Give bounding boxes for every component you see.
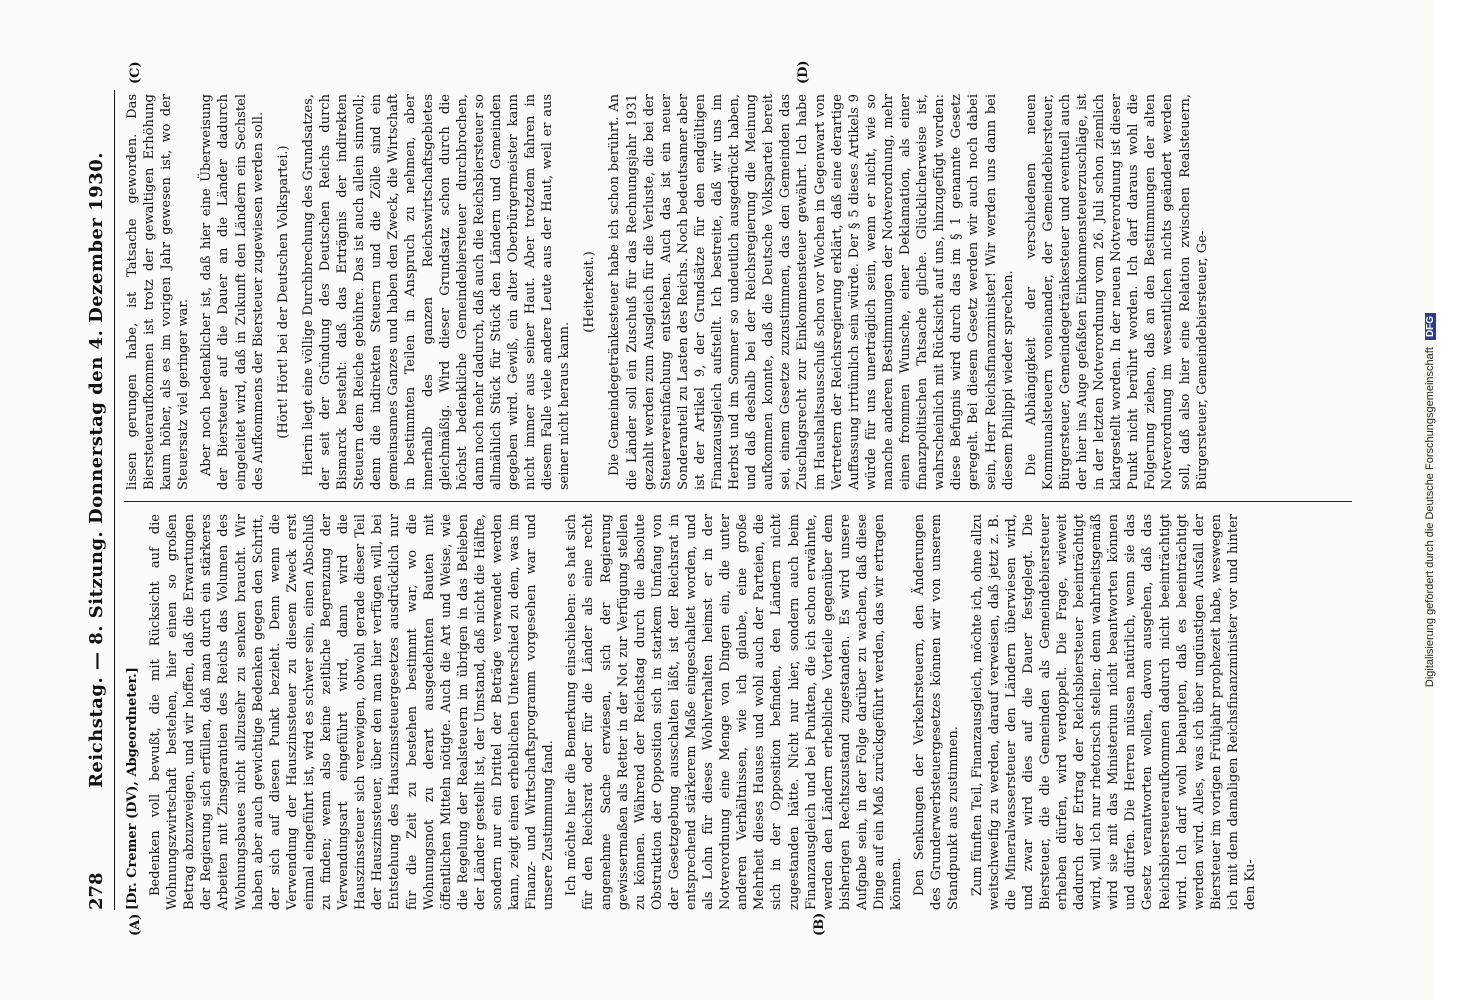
funding-sidebar <box>1400 20 1460 980</box>
margin-marker-a: (A) <box>128 913 143 936</box>
right-text-column <box>124 94 1354 490</box>
interjection: (Hört! Hört! bei der Deutschen Volkspartei.) <box>275 145 291 439</box>
column-divider <box>124 501 1352 502</box>
margin-marker-d: (D) <box>796 60 811 84</box>
paragraph: Bedenken voll bewußt, die mit Rücksicht auf die Wohnungszwirtschaft bestehen, hier einen so großen Betrag abzuzweigen, und wir hoffen, daß die Erwartungen der Regierung sich erfüllen, daß man durch ein stärkeres Arbeiten mit Zinsgarantien des Reichs das Volumen des Wohnungsbaues nicht allzusehr zu senken braucht. Wir haben aber auch gewichtige Bedenken gegen den Schritt, der sich auf diesen Punkt bezieht. Denn wenn die Verwendung der Hauszinssteuer zu diesem Zweck erst einmal eingeführt ist, wird es schwer sein, einen Abschluß zu finden; wenn also keine zeitliche Begrenzung der Verwendungsart eingeführt wird, dann wird die Hauszinssteuer sich verewigen, obwohl gerade dieser Teil der Hauszinssteuer, über den man hier verfügen will, bei Entstehung des Hauszinssteuergesetzes ausdrücklich nur für die Zeit zu bestehen bestimmt war, wo die Wohnungsnot zu derart ausgedehnten Bauten mit öffentlichen Mitteln nötigte. Auch die Art und Weise, wie die Regelung der Realsteuern im übrigen in das Belieben der Länder gestellt ist, der Umstand, daß nicht die Hälfte, sondern nur ein Drittel der Beträge verwendet werden kann, zeigt einen erheblichen Unterschied zu dem, was im Finanz- und Wirtschaftsprogramm vorgesehen war und unsere Zustimmung fand. <box>148 514 557 910</box>
paragraph: Zum fünften Teil, Finanzausgleich, möchte ich, ohne allzu weitschweifig zu werden, darauf verweisen, daß jetzt z. B. die Mineralwassersteuer den Ländern überwiesen wird, und zwar wird dies auf die Dauer festgelegt. Die Biersteuer, die die Gemeinden als Gemeindebiersteuer erheben dürfen, wird verdoppelt. Die Frage, wieweit dadurch der Ertrag der Reichsbiersteuer beeinträchtigt wird, will ich nur rhetorisch stellen; denn wahrheitsgemäß wird sie mit das Ministerium nicht beantworten können und dürfen. Die Herren müssen natürlich, wenn sie das Gesetz verantworten wollen, davon ausgehen, daß das Reichsbiersteueraufkommen dadurch nicht beeinträchtigt wird. Ich darf wohl behaupten, daß es beeinträchtigt werden wird. Alles, was ich über ungünstigen Ausfall der Biersteuer im vorigen Frühjahr prophezeit habe, weswegen ich mit dem damaligen Reichsfinanzminister vor und hinter den Ku- <box>969 514 1258 910</box>
funding-text: Digitalisierung gefördert durch die Deutsche Forschungsgemeinschaft <box>1424 347 1436 688</box>
rotated-page-content <box>72 50 1362 950</box>
margin-marker-c: (C) <box>128 61 143 84</box>
paragraph: lissen gerungen habe, ist Tatsache geworden. Das Biersteueraufkommen ist trotz der gewaltigen Erhöhung kaum höher, als es im vorigen Jahr gewesen ist, wo der Steuersatz viel geringer war. <box>125 94 192 490</box>
interjection: (Heiterkeit.) <box>582 251 598 333</box>
paragraph: Die Abhängigkeit der verschiedenen neuen Kommunalsteuern voneinander, der Gemeindebiersteuer, Bürgersteuer, Gemeindegetränkesteuer und eventuell auch der hier ins Auge gefaßten Einkommensteuerzuschläge, ist in der letzten Notverordnung vom 26. Juli schon ziemlich klargestellt worden. In der neuen Notverordnung ist dieser Punkt nicht berührt worden. Ich darf daraus wohl die Folgerung ziehen, daß an den Bestimmungen der alten Notverordnung im wesentlichen nichts geändert werden soll, daß also hier eine Relation zwischen Realsteuern, Bürgersteuer, Gemeindebiersteuer, Ge- <box>1023 94 1210 490</box>
left-text-column <box>124 514 1354 910</box>
paragraph: Hierin liegt eine völlige Durchbrechung des Grundsatzes, der seit der Gründung des Deutschen Reichs durch Bismarck besteht: daß das Erträgnis der indirekten Steuern dem Reiche gebühre. Das ist auch allein sinnvoll; denn die indirekten Steuern und die Zölle sind ein gemeinsames Ganzes und haben den Zweck, die Wirtschaft in bestimmten Teilen in Anspruch zu nehmen, aber innerhalb des ganzen Reichswirtschaftsgebietes gleichmäßig. Wird dieser Grundsatz schon durch die höchst bedenkliche Gemeindebiersteuer durchbrochen, dann noch mehr dadurch, daß auch die Reichsbiersteuer so allmählich Stück für Stück den Ländern und Gemeinden gegeben wird. Gewiß, ein alter Oberbürgermeister kann nicht immer aus seiner Haut. Aber trotzdem fahren in diesem Falle viele andere Leute aus der Haut, weil er aus seiner nicht heraus kann. <box>300 94 573 490</box>
paragraph: Den Senkungen der Verkehrsteuern, den Änderungen des Grunderwerbsteuergesetzes können wir von unserem Standpunkt aus zustimmen. <box>912 514 962 910</box>
dfg-logo: DFG <box>1425 313 1436 340</box>
speaker-line: [Dr. Cremer (DV), Abgeordneter.] <box>125 667 140 910</box>
paragraph: Die Gemeindegetränkesteuer habe ich schon berührt. An die Länder soll ein Zuschuß für das Rechnungsjahr 1931 gezahlt werden zum Ausgleich für die Verluste, die bei der Steuervereinfachung entstehen. Auch das ist ein neuer Sonderanteil zu Lasten des Reichs. Noch bedeutsamer aber ist der Artikel 9, der Grundsätze für den endgültigen Finanzausgleich aufstellt. Ich bestreite, daß wir uns im Herbst und im Sommer so undeutlich ausgedrückt haben, und daß deshalb bei der Reichsregierung die Meinung aufkommen konnte, daß die Deutsche Volkspartei bereit sei, einem Gesetze zuzustimmen, das den Gemeinden das Zuschlagsrecht zur Einkommensteuer gewährt. Ich habe im Haushaltsausschuß schon vor Wochen in Gegenwart von Vertretern der Reichsregierung erklärt, daß eine derartige Auffassung irrtümlich sein würde. Der § 5 dieses Artikels 9 würde für uns unerträglich sein, wenn er nicht, wie so manche anderen Bestimmungen der Notverordnung, mehr einen frommen Wunsche, einer Deklamation, als einer finanzpolitischen Tatsache gliche. Glücklicherweise ist, wahrscheinlich mit Rücksicht auf uns, hinzugefügt worden: diese Befugnis wird durch das im § 1 genannte Gesetz geregelt. Bei diesem Gesetz werden wir auch noch dabei sein, Herr Reichsfinanzminister! Wir werden uns dann bei diesem Philippi wieder sprechen. <box>607 94 1016 490</box>
page-number: 278 <box>86 872 107 910</box>
funding-note <box>1424 20 1444 980</box>
paragraph: Aber noch bedenklicher ist, daß hier eine Überweisung der Biersteuer auf die Dauer an die Länder dadurch eingeleitet wird, daß in Zukunft den Ländern ein Sechstel des Aufkommens der Biersteuer zugewiesen werden soll. <box>199 94 266 490</box>
paragraph: Ich möchte hier die Bemerkung einschieben: es hat sich für den Reichsrat oder für die Länder als eine recht angenehme Sache erwiesen, sich der Regierung gewissermaßen als Retter in der Not zur Verfügung stellen zu können. Während der Reichstag durch die absolute Obstruktion der Opposition sich in starkem Umfang von der Gesetzgebung ausschalten läßt, ist der Reichsrat in entsprechend stärkerem Maße eingeschaltet worden, und als Lohn für dieses Wohlverhalten heimst er in der Notverordnung eine Menge von Dingen ein, die unter anderen Verhältnissen, wie ich glaube, eine große Mehrheit dieses Hauses und wohl auch der Parteien, die sich in der Opposition befinden, den Ländern nicht zugestanden hätte. Nicht nur hier, sondern auch beim Finanzausgleich und bei Punkten, die ich schon erwähnte, werden den Ländern erhebliche Vorteile gegenüber dem bisherigen Rechtszustand zugestanden. Es wird unsere Aufgabe sein, in der Folge darüber zu wachen, daß diese Dinge auf ein Maß zurückgeführt werden, das wir ertragen können. <box>564 514 905 910</box>
page-header <box>80 90 115 910</box>
margin-marker-b: (B) <box>812 912 827 936</box>
page-title: Reichstag. — 8. Sitzung. Donnerstag den 4. Dezember 1930. <box>86 151 107 789</box>
